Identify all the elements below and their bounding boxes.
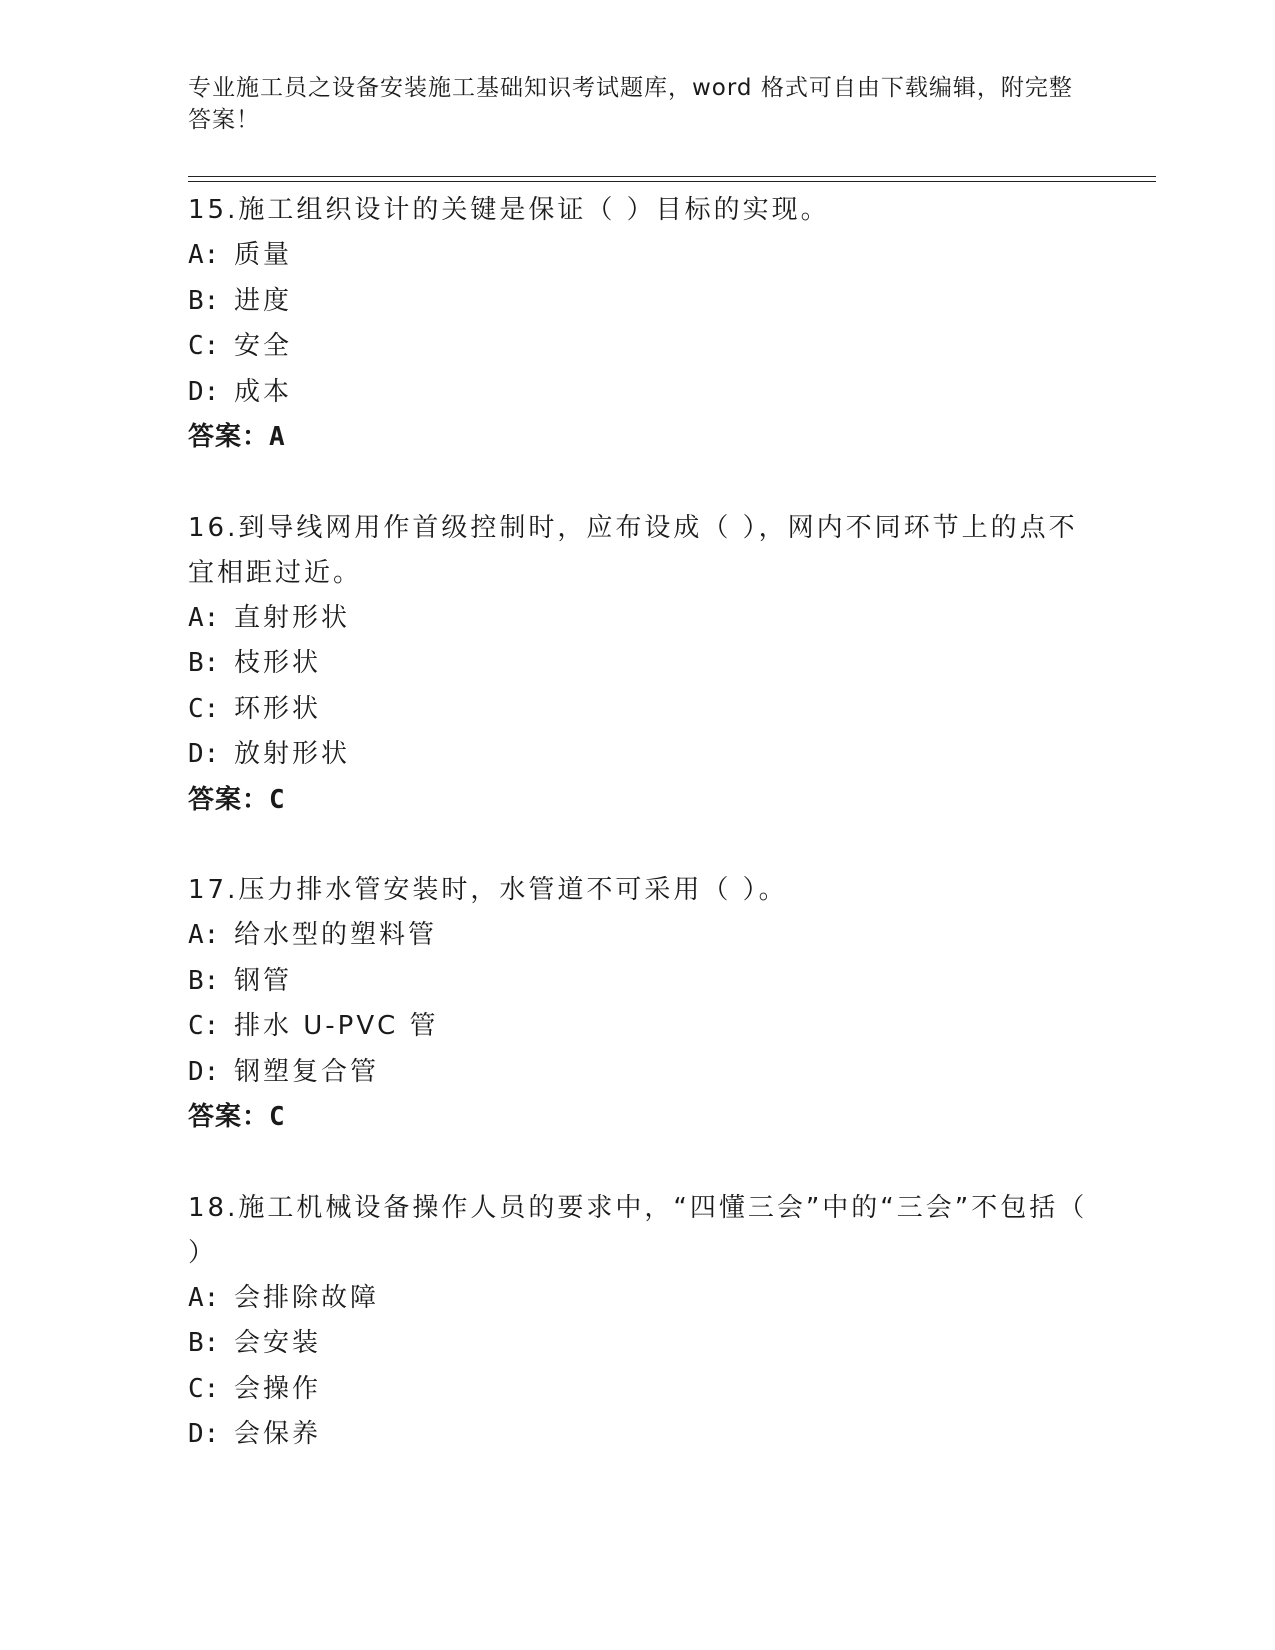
- question-title: 16.到导线网用作首级控制时，应布设成（ ），网内不同环节上的点不宜相距过近。: [188, 512, 1078, 588]
- option-text: 会操作: [234, 1373, 322, 1404]
- header-divider-bottom: [188, 181, 1156, 182]
- option-c: [188, 324, 1088, 370]
- question-list: [188, 188, 1088, 1503]
- question-18: [188, 1186, 1088, 1458]
- option-letter: A:: [188, 920, 220, 950]
- option-text: 会排除故障: [234, 1282, 380, 1313]
- document-header: [188, 72, 1088, 136]
- option-text: 钢塑复合管: [234, 1056, 380, 1087]
- answer-value: A: [269, 422, 286, 452]
- option-letter: C:: [188, 1373, 220, 1404]
- option-text: 给水型的塑料管: [234, 920, 438, 950]
- option-letter: D:: [188, 1419, 220, 1449]
- option-d: [188, 1050, 1088, 1096]
- option-letter: D:: [188, 376, 220, 407]
- question-15: [188, 188, 1088, 461]
- option-a: [188, 596, 1088, 642]
- question-title: 15.施工组织设计的关键是保证（ ）目标的实现。: [188, 195, 830, 225]
- answer-line: [188, 1095, 1088, 1141]
- option-text: 钢管: [234, 965, 293, 996]
- option-letter: A:: [188, 602, 220, 633]
- answer-line: [188, 415, 1088, 461]
- header-text: 专业施工员之设备安装施工基础知识考试题库，word 格式可自由下载编辑，附完整答案！: [188, 75, 1073, 133]
- option-b: [188, 279, 1088, 325]
- option-d: [188, 370, 1088, 416]
- option-text: 会安装: [234, 1328, 322, 1358]
- option-b: [188, 959, 1088, 1005]
- option-letter: C:: [188, 331, 220, 361]
- answer-value: C: [269, 1102, 286, 1132]
- answer-value: C: [269, 784, 286, 815]
- option-letter: C:: [188, 1011, 220, 1041]
- option-c: [188, 1004, 1088, 1050]
- option-letter: D:: [188, 739, 220, 769]
- option-letter: B:: [188, 285, 220, 316]
- answer-label: 答案：: [188, 1102, 270, 1132]
- question-16: [188, 506, 1088, 824]
- option-letter: D:: [188, 1056, 220, 1087]
- option-a: [188, 1276, 1088, 1322]
- option-text: 安全: [234, 331, 293, 361]
- question-17: [188, 868, 1088, 1141]
- option-text: 排水 U-PVC 管: [234, 1011, 439, 1041]
- option-letter: A:: [188, 1282, 220, 1313]
- option-text: 会保养: [234, 1419, 322, 1449]
- option-c: [188, 1367, 1088, 1413]
- question-title: 18.施工机械设备操作人员的要求中，“四懂三会”中的“三会”不包括（ ）: [188, 1192, 1088, 1268]
- option-text: 进度: [234, 285, 293, 316]
- answer-label: 答案：: [188, 422, 270, 452]
- option-d: [188, 732, 1088, 778]
- option-a: [188, 913, 1088, 959]
- answer-line: [188, 778, 1088, 824]
- question-title: 17.压力排水管安装时，水管道不可采用（ ）。: [188, 875, 788, 905]
- option-b: [188, 641, 1088, 687]
- option-letter: B:: [188, 1328, 220, 1358]
- option-letter: B:: [188, 648, 220, 678]
- header-divider-top: [188, 176, 1156, 177]
- option-a: [188, 233, 1088, 279]
- option-c: [188, 687, 1088, 733]
- option-text: 环形状: [234, 693, 322, 724]
- option-text: 成本: [234, 376, 293, 407]
- option-text: 直射形状: [234, 602, 351, 633]
- option-letter: A:: [188, 240, 220, 270]
- option-d: [188, 1412, 1088, 1458]
- option-text: 放射形状: [234, 739, 351, 769]
- option-text: 质量: [234, 240, 293, 270]
- answer-label: 答案：: [188, 784, 270, 815]
- option-letter: C:: [188, 693, 220, 724]
- option-text: 枝形状: [234, 648, 322, 678]
- option-b: [188, 1321, 1088, 1367]
- option-letter: B:: [188, 965, 220, 996]
